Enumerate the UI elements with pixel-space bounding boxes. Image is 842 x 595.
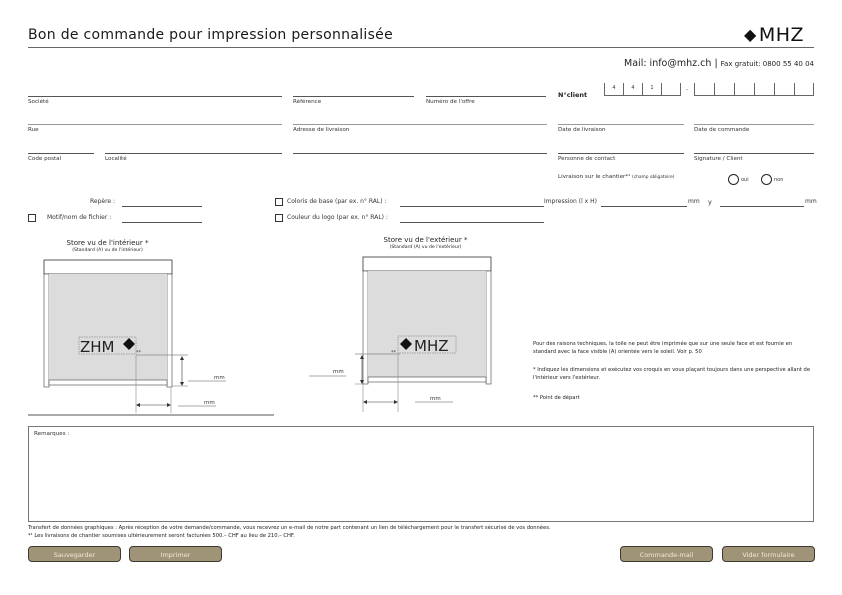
height-unit: mm [333, 369, 344, 375]
delivery-address-input[interactable] [293, 124, 547, 125]
logo-color-label: Couleur du logo (par ex. n° RAL) : [287, 214, 388, 221]
height-unit: mm [214, 375, 225, 381]
contact-person-input[interactable] [558, 153, 684, 154]
transfer-note: Transfert de données graphiques : Après réception de votre demande/commande, vous recevrez un e-mail de notre part contenant un lien de téléchargement pour le transfert sécurisé de vos données. [28, 525, 551, 531]
client-number-dash: - [686, 87, 689, 93]
cassette-box [44, 260, 172, 274]
client-digit[interactable] [661, 83, 681, 96]
print-size-x: y [708, 198, 712, 206]
interior-drawing-title: Store vu de l'intérieur * [66, 239, 149, 247]
signature-label: Signature / Client [694, 156, 743, 162]
print-height-input[interactable] [720, 206, 804, 207]
fax-text: Fax gratuit: 0800 55 40 04 [720, 60, 814, 68]
contact-person-label: Personne de contact [558, 156, 616, 162]
delivery-note: *¹ Les livraisons de chantier soumises ultérieurement seront facturées 500.– CHF au lieu de 210.– CHF. [28, 533, 295, 539]
client-number-suffix [694, 83, 814, 96]
reference-label: Référence [293, 99, 322, 105]
offer-number-input[interactable] [426, 96, 546, 97]
exterior-drawing [300, 252, 500, 412]
mhz-logo [744, 24, 804, 46]
remarks-label: Remarques : [34, 431, 70, 437]
client-number-label: N°client [558, 91, 588, 99]
client-number-prefix [604, 83, 681, 96]
motif-label: Motif/nom de fichier : [47, 214, 112, 221]
mandatory-field-note: (champ obligatoire) [632, 175, 675, 180]
site-delivery-text: Livraison sur le chantier*¹ [558, 174, 631, 180]
motif-input[interactable] [122, 222, 202, 223]
delivery-address-input-2[interactable] [293, 153, 547, 154]
width-unit: mm [430, 396, 441, 402]
radio-non-label: non [774, 177, 784, 183]
reference-input[interactable] [293, 96, 414, 97]
repere-input[interactable] [122, 206, 202, 207]
client-digit[interactable] [754, 83, 774, 96]
header-divider [28, 47, 814, 48]
base-color-label: Coloris de base (par ex. n° RAL) : [287, 198, 387, 205]
start-point-marker: ** [136, 350, 141, 356]
delivery-date-label: Date de livraison [558, 127, 606, 133]
motif-checkbox[interactable] [28, 214, 36, 222]
print-size-label: Impression (l x H) [544, 198, 597, 205]
signature-input[interactable] [694, 153, 814, 154]
interior-drawing-subtitle: (Standard (A) vu de l'intérieur) [72, 248, 143, 253]
radio-oui-label: oui [741, 177, 749, 183]
locality-input[interactable] [105, 153, 282, 154]
logo-text: MHZ [758, 24, 805, 46]
separator: | [714, 58, 718, 69]
postal-code-label: Code postal [28, 156, 62, 162]
right-guide-rail [486, 271, 491, 384]
rue-label: Rue [28, 127, 39, 133]
repere-label: Repère : [90, 198, 116, 205]
right-guide-rail [167, 274, 172, 387]
diamond-icon: ◆ [744, 25, 757, 44]
page-title: Bon de commande pour impression personnalisée [28, 27, 393, 43]
client-digit[interactable] [694, 83, 714, 96]
mirrored-logo-text: ZHM [80, 338, 115, 356]
delivery-date-input[interactable] [558, 124, 684, 125]
base-color-input[interactable] [400, 206, 544, 207]
mail-text: Mail: info@mhz.ch [624, 58, 712, 69]
print-button[interactable]: Imprimer [129, 546, 222, 562]
offer-number-label: Numéro de l'offre [426, 99, 475, 105]
societe-input[interactable] [28, 96, 282, 97]
contact-info [624, 58, 814, 69]
exterior-drawing-subtitle: (Standard (A) vu de l'extérieur) [389, 245, 462, 250]
client-digit[interactable] [774, 83, 794, 96]
clear-form-button[interactable]: Vider formulaire [722, 546, 815, 562]
radio-non[interactable] [761, 174, 772, 185]
start-point-marker: ** [391, 350, 396, 356]
order-date-input[interactable] [694, 124, 814, 125]
cassette-box [363, 257, 491, 271]
left-guide-rail [44, 274, 49, 387]
width-unit: mm [204, 400, 215, 406]
bottom-bar [49, 380, 167, 385]
left-guide-rail [363, 271, 368, 384]
client-digit[interactable] [734, 83, 754, 96]
print-height-unit: mm [805, 198, 817, 205]
bottom-bar [368, 377, 486, 382]
logo-color-input[interactable] [400, 222, 544, 223]
fabric-panel [368, 271, 486, 381]
client-digit[interactable]: 1 [642, 83, 661, 96]
client-digit[interactable]: 4 [604, 83, 623, 96]
print-width-input[interactable] [601, 206, 687, 207]
dimensions-note: * Indiquez les dimensions et exécutez vos croquis en vous plaçant toujours dans une perspective allant de l'intérieur vers l'extérieur. [533, 367, 811, 381]
site-delivery-label [558, 174, 674, 180]
client-digit[interactable]: 4 [623, 83, 642, 96]
rue-input[interactable] [28, 124, 282, 125]
logo-color-checkbox[interactable] [275, 214, 283, 222]
interior-drawing [28, 255, 278, 420]
technical-note: Pour des raisons techniques, la toile ne peut être imprimée que sur une seule face et est fournie en standard avec la face visible (A) orientée vers le soleil. Voir p. 50 [533, 341, 793, 355]
save-button[interactable]: Sauvegarder [28, 546, 121, 562]
exterior-drawing-title: Store vu de l'extérieur * [383, 236, 468, 244]
postal-code-input[interactable] [28, 153, 94, 154]
locality-label: Localité [105, 156, 127, 162]
societe-label: Société [28, 99, 49, 105]
base-color-checkbox[interactable] [275, 198, 283, 206]
radio-oui[interactable] [728, 174, 739, 185]
logo-text: MHZ [414, 337, 449, 355]
fabric-panel [49, 274, 167, 384]
start-point-note: ** Point de départ [533, 395, 580, 401]
order-date-label: Date de commande [694, 127, 750, 133]
print-width-unit: mm [688, 198, 700, 205]
delivery-address-label: Adresse de livraison [293, 127, 350, 133]
email-order-button[interactable]: Commande-mail [620, 546, 713, 562]
remarks-textarea[interactable] [28, 426, 814, 522]
client-digit[interactable] [714, 83, 734, 96]
client-digit[interactable] [794, 83, 814, 96]
